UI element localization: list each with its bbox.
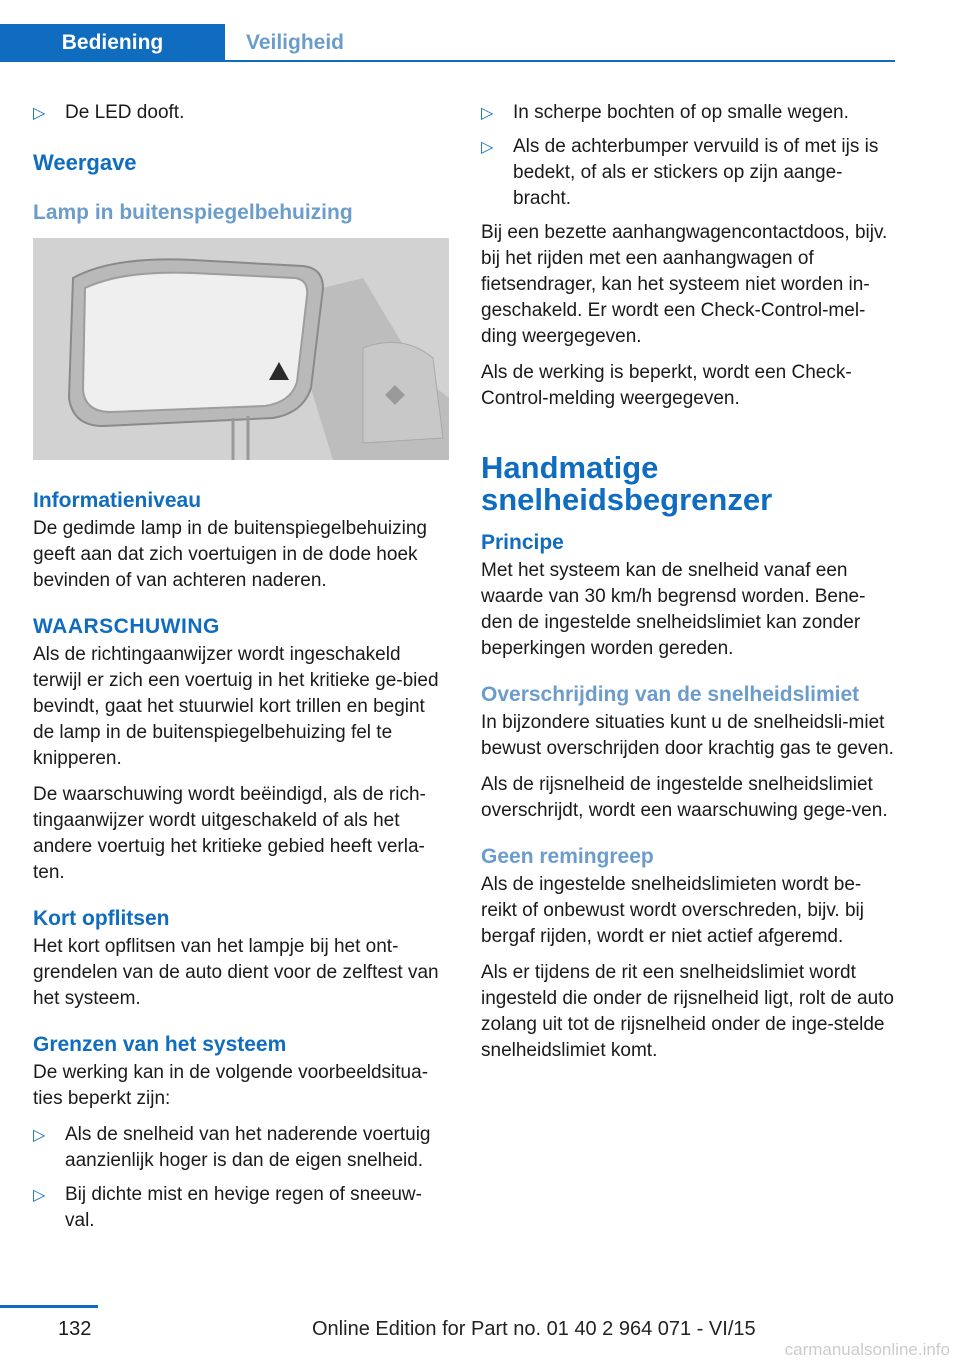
header-rule [0, 60, 895, 62]
list-item-text: Als de snelheid van het naderende voertuig aanzienlijk hoger is dan de eigen snelheid. [65, 1124, 431, 1171]
paragraph: Met het systeem kan de snelheid vanaf een waarde van 30 km/h begrensd worden. Bene-den de ingestelde snelheidslimiet kan zonder beperkingen worden gereden. [481, 560, 866, 659]
header-tabs [0, 0, 895, 62]
paragraph: Als de ingestelde snelheidslimieten wordt be-reikt of onbewust wordt overschreden, bijv. bij bergaf rijden, wordt er niet actief afgeremd. [481, 874, 864, 947]
list-item-text: Bij dichte mist en hevige regen of sneeuw-val. [65, 1184, 422, 1231]
heading-snelheidsbegrenzer: Handmatige snelheidsbegrenzer [481, 450, 773, 517]
tab-bediening[interactable]: Bediening [0, 24, 225, 62]
list-item-text: Als de achterbumper vervuild is of met ijs is bedekt, of als er stickers op zijn aange-bracht. [513, 136, 879, 209]
triangle-right-icon: ▷ [33, 105, 46, 122]
triangle-right-icon: ▷ [481, 139, 494, 156]
heading-grenzen: Grenzen van het systeem [33, 1033, 287, 1056]
paragraph: Als de richtingaanwijzer wordt ingeschakeld terwijl er zich een voertuig in het kritieke ge-bied bevindt, gaat het stuurwiel kort trillen en begint de lamp in de buitenspiegelbehuizing fel te knipperen. [33, 644, 439, 769]
paragraph: Als de rijsnelheid de ingestelde snelheidslimiet overschrijdt, wordt een waarschuwing gege-ven. [481, 774, 888, 821]
list-item [481, 134, 897, 212]
tab-veiligheid[interactable]: Veiligheid [245, 31, 345, 54]
triangle-right-icon: ▷ [481, 105, 494, 122]
paragraph: De waarschuwing wordt beëindigd, als de rich-tingaanwijzer wordt uitgeschakeld of als het andere voertuig het kritieke gebied heeft verla-ten. [33, 784, 426, 883]
mirror-drawing [33, 238, 449, 460]
mirror-illustration [33, 238, 449, 460]
list-item [33, 1182, 449, 1234]
left-column [33, 100, 449, 1242]
footer-rule [0, 1305, 98, 1308]
heading-overschrijding: Overschrijding van de snelheidslimiet [481, 683, 860, 706]
heading-geen-remingreep: Geen remingreep [481, 845, 654, 868]
triangle-right-icon: ▷ [33, 1187, 46, 1204]
heading-weergave: Weergave [33, 150, 137, 175]
list-item-text: De LED dooft. [65, 102, 185, 123]
page-number: 132 [58, 1318, 92, 1340]
paragraph: Als er tijdens de rit een snelheidslimiet wordt ingesteld die onder de rijsnelheid ligt, rolt de auto zolang uit tot de rijsnelheid onder de inge-stelde snelheidslimiet komt. [481, 962, 894, 1061]
edition-text: Online Edition for Part no. 01 40 2 964 071 - VI/15 [312, 1318, 756, 1340]
heading-kort-opflitsen: Kort opflitsen [33, 907, 170, 930]
list-item-text: In scherpe bochten of op smalle wegen. [513, 102, 849, 123]
paragraph: De gedimde lamp in de buitenspiegelbehuizing geeft aan dat zich voertuigen in de dode hoek bevinden of van achteren naderen. [33, 518, 427, 591]
paragraph: Bij een bezette aanhangwagencontactdoos, bijv. bij het rijden met een aanhangwagen of fietsendrager, kan het systeem niet worden in-geschakeld. Er wordt een Check-Control-mel-ding weergegeven. [481, 222, 888, 347]
paragraph: De werking kan in de volgende voorbeeldsitua-ties beperkt zijn: [33, 1062, 429, 1109]
list-item [33, 1122, 449, 1174]
right-column [481, 100, 897, 1074]
heading-lamp: Lamp in buitenspiegelbehuizing [33, 201, 353, 224]
watermark: carmanualsonline.info [784, 1340, 950, 1359]
heading-principe: Principe [481, 531, 564, 554]
triangle-right-icon: ▷ [33, 1127, 46, 1144]
list-item [33, 100, 449, 126]
heading-waarschuwing: WAARSCHUWING [33, 615, 220, 638]
list-item [481, 100, 897, 126]
paragraph: In bijzondere situaties kunt u de snelheidsli-miet bewust overschrijden door krachtig gas te geven. [481, 712, 894, 759]
paragraph: Als de werking is beperkt, wordt een Check-Control-melding weergegeven. [481, 362, 852, 409]
heading-informatieniveau: Informatieniveau [33, 489, 202, 512]
paragraph: Het kort opflitsen van het lampje bij het ont-grendelen van de auto dient voor de zelftest van het systeem. [33, 936, 439, 1009]
